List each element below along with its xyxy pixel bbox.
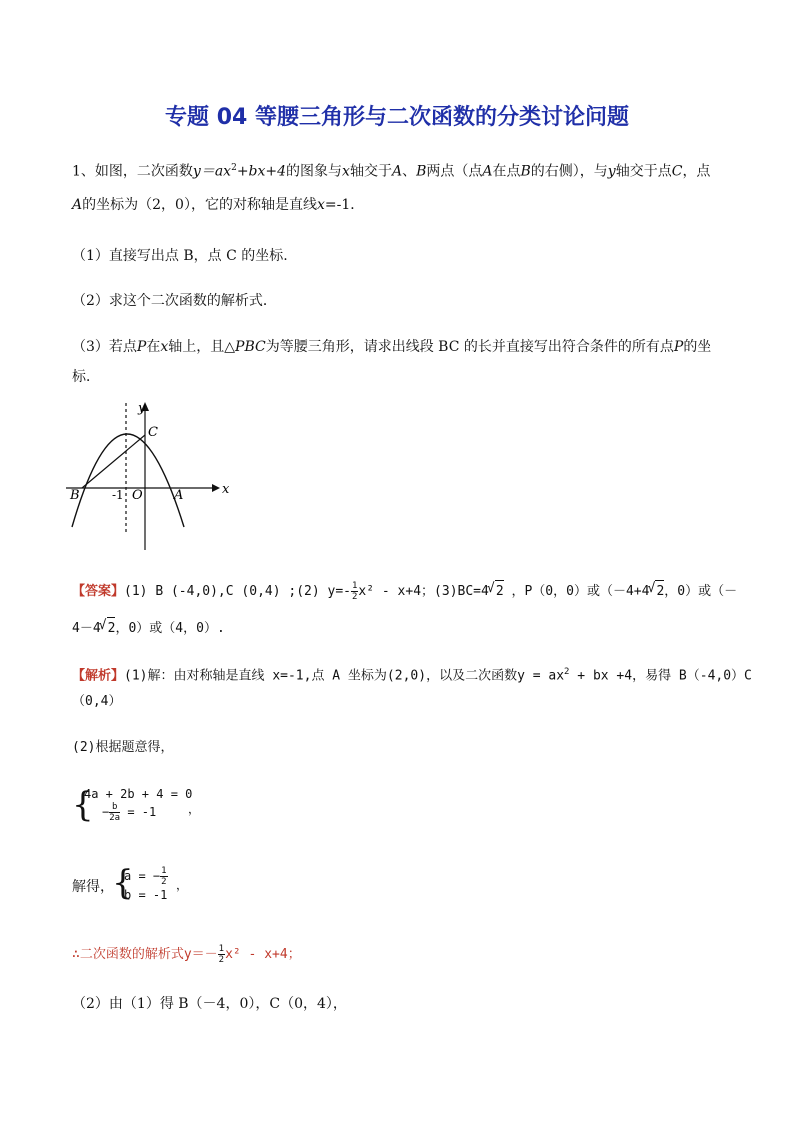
system-1-rhs: = -1 [127,805,157,819]
brace: { [72,785,94,825]
analysis-line-2: （0,4） [72,694,122,709]
label-x: x [222,482,230,497]
var-y: y [607,163,616,180]
x-axis-arrow [212,484,220,492]
point-a: A [482,163,493,180]
question-2: （2）求这个二次函数的解析式． [72,293,277,309]
fraction-num: 1 [161,866,167,876]
problem-text: 的右侧），与 [530,163,608,180]
parabola-figure [62,395,232,555]
fraction-den: 2a [109,813,121,823]
fraction-num: 1 [352,581,358,591]
label-c: C [148,425,158,440]
question-3-line-1 [72,336,732,358]
answer-line-2 [72,617,732,640]
solve-label: 解得， [72,879,114,895]
label-y: y [138,401,146,416]
q3-text: 的坐 [683,339,712,355]
sqrt: √ 2 [495,580,504,603]
var-x: x [342,163,350,180]
parabola-curve [72,434,184,527]
segment-bc [82,435,145,488]
system-2-row-1 [124,866,168,887]
fraction [109,802,120,823]
label-o: O [132,488,143,503]
analysis-text: ，易得 B（-4,0）C [632,668,752,684]
fraction-den: 2 [352,592,358,602]
analysis-line-3: (2)根据题意得， [72,740,174,755]
point-p: P [136,339,147,355]
brace: { [112,863,134,903]
point-a: A [391,163,403,180]
problem-text: 轴交于点 [615,163,672,180]
problem-text: 、 [402,163,417,180]
q3-text: 轴上，且△ [168,339,236,355]
conclusion-text: ∴二次函数的解析式 [72,947,184,962]
problem-text: 1、如图，二次函数 [72,163,193,180]
answer-text: ，0）或（4，0）. [115,621,225,636]
problem-text: =-1． [324,197,365,213]
analysis-equation: y = ax [517,668,565,684]
system-1-tail: ， [188,802,201,816]
answer-line-1 [72,580,752,603]
label-a: A [174,488,184,503]
problem-text: 的图象与 [286,163,343,180]
analysis-equation-tail: + bx +4 [569,668,633,684]
fraction [218,944,225,965]
answer-text: x² - x+4；(3)BC=4 [358,584,489,599]
system-1-row-1: 4a + 2b + 4 = 0 [84,787,193,801]
analysis-text: (1)解：由对称轴是直线 x=-1,点 A 坐标为(2,0)，以及二次函数 [124,668,518,684]
q3-text: 在 [146,339,161,355]
fraction-num: b [109,802,120,813]
problem-line-1: 1、如图，二次函数$y=ax^2+bx+4$的图象与x轴交于A、B两点（点A在点B的右侧），与y轴交于点C，点 [72,163,711,180]
problem-text: 的坐标为（2，0），它的对称轴是直线 [82,197,317,213]
answer-text: - [343,584,351,599]
system-2-tail: ， [176,878,189,892]
label-b: B [70,488,80,503]
q3-text: （3）若点 [72,339,137,355]
problem-equation: y＝ax [192,163,232,180]
system-2-row-2: b = -1 [124,888,168,902]
answer-tag: 【答案】 [72,584,125,599]
triangle-pbc: PBC [235,339,266,355]
answer-text: ，0）或（－ [664,584,738,599]
var-x: x [316,197,325,213]
problem-text: ，点 [682,163,711,180]
var-x: x [160,339,169,355]
analysis-tag: 【解析】 [72,668,125,684]
question-3-line-2: 标． [72,369,100,385]
system-1-row-2 [102,802,156,823]
question-1: （1）直接写出点 B，点 C 的坐标. [72,248,288,264]
analysis-line-1: 【解析】(1)解：由对称轴是直线 x=-1,点 A 坐标为(2,0)，以及二次函数$y = ax^2$ + bx +4，易得 B（-4,0）C [72,667,752,684]
answer-text: (1) B (-4,0),C (0,4) ;(2) y= [124,584,344,599]
point-a: A [72,197,83,213]
problem-text: 轴交于 [349,163,392,180]
label-minus-1: -1 [112,488,124,502]
fraction-num: 1 [218,944,225,954]
sqrt: √ 2 [107,617,116,640]
problem-line-2 [72,194,732,216]
problem-text: 两点（点 [426,163,483,180]
page-title: 专题 04 等腰三角形与二次函数的分类讨论问题 [165,105,629,130]
conclusion-text: x² - x+4； [225,947,301,962]
conclusion-equation: y＝－ [183,947,218,962]
sqrt: √ 2 [655,580,664,603]
system-2-lhs: a = − [124,869,161,883]
equation-system-2 [112,862,232,906]
point-c: C [671,163,683,180]
problem-equation-tail: +bx+4 [236,163,287,180]
q3-text: 为等腰三角形，请求出线段 BC 的长并直接写出符合条件的所有点 [265,339,674,355]
equation-system-1 [72,784,232,828]
answer-text: 4－4 [72,621,101,636]
fraction-den: 2 [161,877,167,887]
point-p: P [673,339,684,355]
problem-text: 在点 [492,163,521,180]
fraction-den: 2 [218,955,225,965]
point-b: B [520,163,531,180]
fraction [160,866,167,887]
conclusion-line [72,944,732,966]
analysis-last-line: （2）由（1）得 B（－4，0），C（0，4）， [72,996,347,1012]
minus-sign: − [102,805,110,819]
point-b: B [416,163,427,180]
answer-text: ，P（0，0）或（－4+4 [503,584,650,599]
